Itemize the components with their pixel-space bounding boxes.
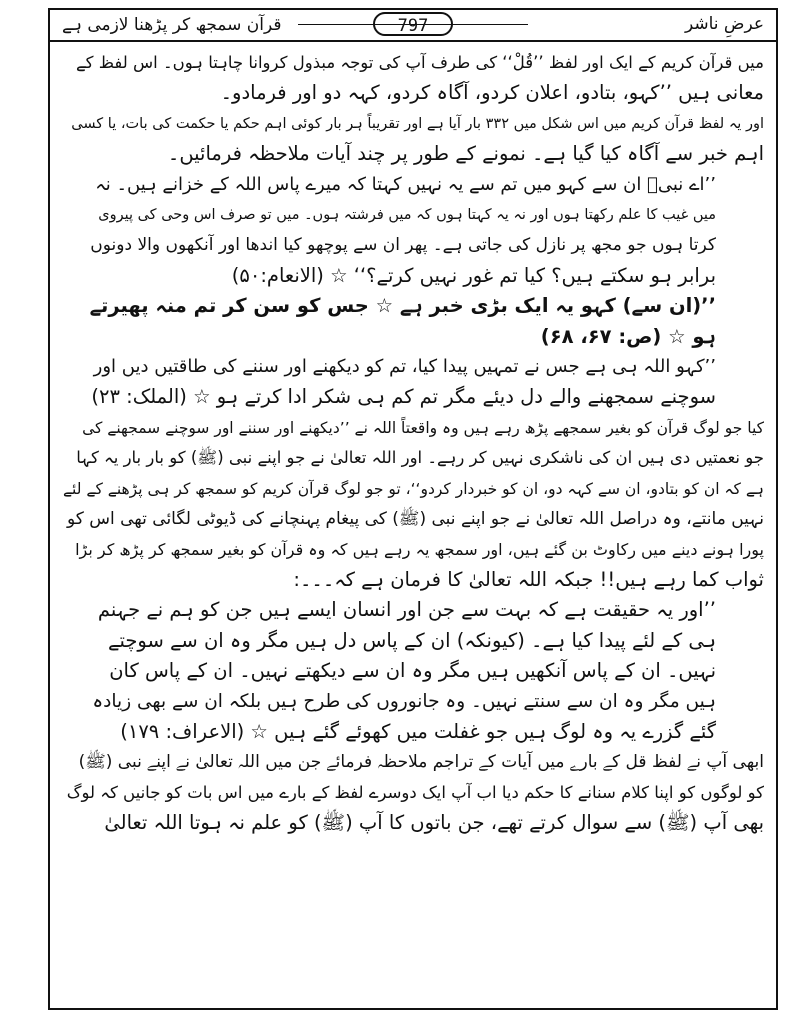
text-line: برابر ہو سکتے ہیں؟ کیا تم غور نہیں کرتے؟‘‘ ☆ (الانعام:۵۰) [231, 263, 716, 287]
text-line: نہیں۔ ان کے پاس آنکھیں ہیں مگر وہ ان سے دیکھتے نہیں۔ ان کے پاس کان [109, 659, 716, 683]
text-line: جو نعمتیں دی ہیں ان کی ناشکری نہیں کر رہے۔ اور اللہ تعالیٰ نے جو اپنے نبی (ﷺ) کو بار بار یہ کہا [76, 448, 764, 468]
text-line: نہیں مانتے، وہ دراصل اللہ تعالیٰ نے جو اپنے نبی (ﷺ) کی پیغام پہنچانے کی ڈیوٹی لگائی تھی اس کو [66, 509, 764, 530]
text-line: اور یہ لفظ قرآن کریم میں اس شکل میں ۳۳۲ بار آیا ہے اور تقریباً ہر بار کوئی اہم حکم یا حکمت کی بات، یا کسی [71, 115, 764, 132]
text-line: ’’کہو اللہ ہی ہے جس نے تمہیں پیدا کیا، تم کو دیکھنے اور سننے کی طاقتیں دیں اور [93, 356, 716, 378]
text-line: اہم خبر سے آگاہ کیا گیا ہے۔ نمونے کے طور پر چند آیات ملاحظہ فرمائیں۔ [167, 142, 764, 166]
text-line: معانی ہیں ’’کہو، بتادو، اعلان کردو، آگاہ کردو، کہہ دو اور فرمادو۔ [220, 81, 764, 105]
text-line: ہو ☆ (ص: ۶۷، ۶۸) [540, 324, 716, 348]
text-line: ’’(ان سے) کہو یہ ایک بڑی خبر ہے ☆ جس کو سن کر تم منہ پھیرتے [89, 294, 716, 318]
text-line: سوچنے سمجھنے والے دل دیئے مگر تم کم ہی شکر ادا کرتے ہو ☆ (الملک: ۲۳) [91, 385, 716, 409]
text-line: گئے گزرے یہ وہ لوگ ہیں جو غفلت میں کھوئے گئے ہیں ☆ (الاعراف: ۱۷۹) [120, 719, 716, 743]
text-line: ہے کہ ان کو بتادو، ان سے کہہ دو، ان کو خبردار کردو‘‘، تو جو لوگ قرآن کریم کو سمجھ کر ہی پڑھنے کے لئے [62, 479, 764, 498]
body-text [62, 48, 764, 1003]
text-line: میں غیب کا علم رکھتا ہوں اور نہ یہ کہتا ہوں کہ میں فرشتہ ہوں۔ میں تو صرف اس وحی کی پیروی [98, 207, 716, 224]
text-line: ’’اے نبیؐ ان سے کہو میں تم سے یہ نہیں کہتا کہ میرے پاس اللہ کے خزانے ہیں۔ نہ [95, 173, 716, 195]
text-line: کرتا ہوں جو مجھ پر نازل کی جاتی ہے۔ پھر ان سے پوچھو کیا اندھا اور آنکھوں والا دونوں [90, 235, 716, 256]
header-left-title: قرآن سمجھ کر پڑھنا لازمی ہے [62, 15, 282, 35]
text-line: ہیں مگر وہ ان سے سنتے نہیں۔ وہ جانوروں کی طرح ہیں بلکہ ان سے بھی زیادہ [92, 690, 716, 712]
page-number: 797 [373, 12, 453, 36]
text-line: ثواب کما رہے ہیں!! جبکہ اللہ تعالیٰ کا فرمان ہے کہ۔۔۔: [293, 567, 764, 591]
text-line: بھی آپ (ﷺ) سے سوال کرتے تھے، جن باتوں کا آپ (ﷺ) کو علم نہ ہوتا اللہ تعالیٰ [104, 811, 764, 835]
header-right-title: عرضِ ناشر [684, 14, 764, 34]
page-header [48, 8, 778, 42]
text-line: کیا جو لوگ قرآن کو بغیر سمجھے پڑھ رہے ہیں وہ واقعتاً اللہ نے ’’دیکھنے اور سننے اور سوچنے سمجھنے کی [82, 418, 764, 437]
text-line: ’’اور یہ حقیقت ہے کہ بہت سے جن اور انسان ایسے ہیں جن کو ہم نے جہنم [97, 598, 716, 622]
text-line: پورا ہونے دینے میں رکاوٹ بن گئے ہیں، اور سمجھ یہ رہے ہیں کہ وہ قرآن کو بغیر سمجھ کر پڑھ کر بڑا [75, 539, 764, 559]
text-line: ہی کے لئے پیدا کیا ہے۔ (کیونکہ) ان کے پاس دل ہیں مگر وہ ان سے سوچتے [108, 628, 716, 652]
text-line: ابھی آپ نے لفظ قل کے بارے میں آیات کے تراجم ملاحظہ فرمائے جن میں اللہ تعالیٰ نے اپنے نبی (ﷺ) [78, 752, 764, 773]
text-line: کو لوگوں کو اپنا کلام سنانے کا حکم دیا اب آپ ایک دوسرے لفظ کے بارے میں اس بات کو جانیں کہ لوگ [66, 782, 764, 802]
text-line: میں قرآن کریم کے ایک اور لفظ ’’قُلْ‘‘ کی طرف آپ کی توجہ مبذول کروانا چاہتا ہوں۔ اس لفظ کے [75, 53, 764, 72]
